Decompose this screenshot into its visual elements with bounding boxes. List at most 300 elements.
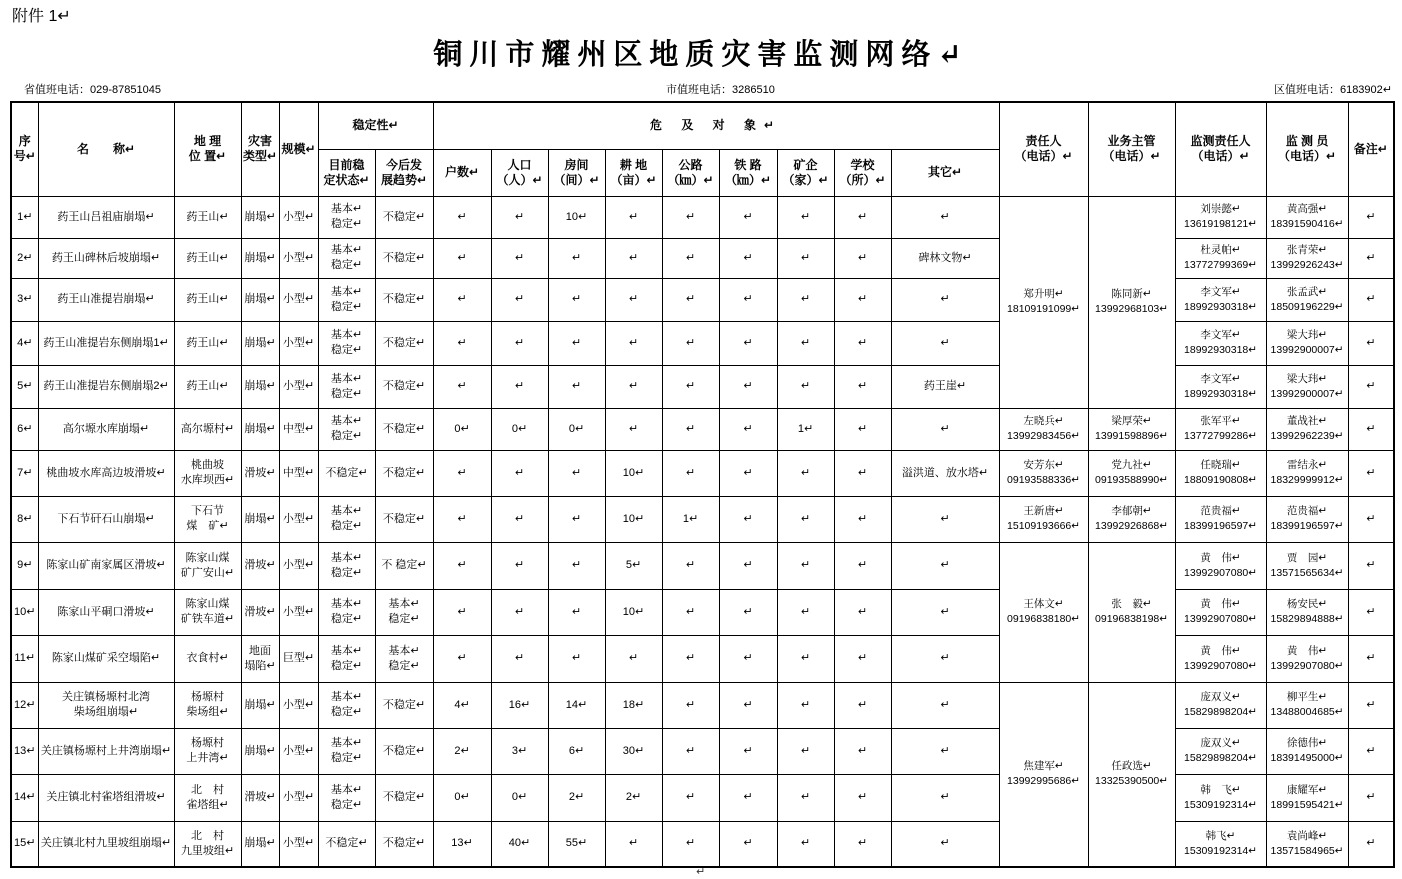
cell-monitor-chief: 黄 伟↵ 13992907080↵ — [1175, 542, 1266, 589]
cell-railway: ↵ — [719, 278, 777, 321]
cell-name: 药王山准提岩东侧崩塌2↵ — [38, 365, 174, 408]
cell-hazard-type: 崩塌↵ — [241, 365, 279, 408]
cell-other: ↵ — [891, 196, 999, 238]
cell-other: 碑林文物↵ — [891, 238, 999, 278]
cell-railway: ↵ — [719, 450, 777, 496]
cell-responsible: 郑升明↵ 18109191099↵ — [999, 196, 1088, 408]
cell-future-trend: 不稳定↵ — [375, 728, 433, 774]
cell-monitor-chief: 张军平↵ 13772799286↵ — [1175, 408, 1266, 450]
cell-remarks: ↵ — [1348, 635, 1394, 682]
cell-rooms: ↵ — [548, 278, 605, 321]
cell-monitor: 贾 园↵ 13571565634↵ — [1266, 542, 1348, 589]
cell-rooms: ↵ — [548, 589, 605, 635]
cell-remarks: ↵ — [1348, 682, 1394, 728]
cell-monitor-chief: 韩 飞↵ 15309192314↵ — [1175, 774, 1266, 821]
cell-rooms: 6↵ — [548, 728, 605, 774]
cell-remarks: ↵ — [1348, 589, 1394, 635]
cell-population: 40↵ — [491, 821, 548, 867]
cell-monitor: 张孟武↵ 18509196229↵ — [1266, 278, 1348, 321]
cell-highway: ↵ — [662, 450, 719, 496]
cell-monitor: 徐德伟↵ 18391495000↵ — [1266, 728, 1348, 774]
cell-future-trend: 不稳定↵ — [375, 774, 433, 821]
cell-farmland: 5↵ — [605, 542, 662, 589]
cell-scale: 巨型↵ — [279, 635, 318, 682]
cell-supervisor: 梁厚荣↵ 13991598896↵ — [1088, 408, 1175, 450]
header-mines: 矿企 （家）↵ — [777, 149, 834, 196]
header-highway: 公路 （㎞）↵ — [662, 149, 719, 196]
cell-households: ↵ — [433, 196, 491, 238]
cell-remarks: ↵ — [1348, 278, 1394, 321]
header-monitor-chief: 监测责任人 （电话）↵ — [1175, 102, 1266, 196]
cell-rooms: 10↵ — [548, 196, 605, 238]
cell-scale: 小型↵ — [279, 365, 318, 408]
cell-farmland: ↵ — [605, 408, 662, 450]
cell-households: ↵ — [433, 450, 491, 496]
cell-supervisor: 任政选↵ 13325390500↵ — [1088, 682, 1175, 867]
cell-rooms: 2↵ — [548, 774, 605, 821]
cell-rooms: ↵ — [548, 542, 605, 589]
cell-monitor-chief: 刘崇懿↵ 13619198121↵ — [1175, 196, 1266, 238]
cell-name: 陈家山矿南家属区滑坡↵ — [38, 542, 174, 589]
header-population: 人口 （人）↵ — [491, 149, 548, 196]
cell-monitor: 柳平生↵ 13488004685↵ — [1266, 682, 1348, 728]
cell-highway: ↵ — [662, 635, 719, 682]
cell-farmland: 2↵ — [605, 774, 662, 821]
header-future-trend: 今后发 展趋势↵ — [375, 149, 433, 196]
cell-households: ↵ — [433, 278, 491, 321]
cell-responsible: 王体文↵ 09196838180↵ — [999, 542, 1088, 682]
cell-monitor: 康耀军↵ 18991595421↵ — [1266, 774, 1348, 821]
cell-households: ↵ — [433, 635, 491, 682]
header-rooms: 房间 （间）↵ — [548, 149, 605, 196]
cell-current-stability: 基本↵ 稳定↵ — [318, 728, 375, 774]
table-row — [11, 542, 1394, 589]
cell-farmland: ↵ — [605, 238, 662, 278]
cell-schools: ↵ — [834, 682, 891, 728]
cell-other: ↵ — [891, 682, 999, 728]
cell-mines: ↵ — [777, 196, 834, 238]
cell-railway: ↵ — [719, 682, 777, 728]
cell-rooms: 0↵ — [548, 408, 605, 450]
cell-schools: ↵ — [834, 635, 891, 682]
cell-no: 9↵ — [11, 542, 38, 589]
cell-location: 杨塬村 柴场组↵ — [174, 682, 241, 728]
cell-scale: 小型↵ — [279, 321, 318, 365]
cell-no: 4↵ — [11, 321, 38, 365]
table-row — [11, 728, 1394, 774]
cell-railway: ↵ — [719, 365, 777, 408]
cell-schools: ↵ — [834, 728, 891, 774]
paragraph-mark: ↵ — [696, 866, 706, 878]
cell-households: ↵ — [433, 238, 491, 278]
cell-households: ↵ — [433, 496, 491, 542]
cell-current-stability: 基本↵ 稳定↵ — [318, 196, 375, 238]
cell-farmland: 18↵ — [605, 682, 662, 728]
cell-monitor: 雷结永↵ 18329999912↵ — [1266, 450, 1348, 496]
header-railway: 铁 路 （㎞）↵ — [719, 149, 777, 196]
header-monitor: 监 测 员 （电话）↵ — [1266, 102, 1348, 196]
cell-households: 0↵ — [433, 774, 491, 821]
cell-rooms: ↵ — [548, 496, 605, 542]
header-scale: 规模↵ — [279, 102, 318, 196]
cell-location: 药王山↵ — [174, 278, 241, 321]
cell-monitor: 黄高强↵ 18391590416↵ — [1266, 196, 1348, 238]
cell-mines: ↵ — [777, 278, 834, 321]
cell-scale: 小型↵ — [279, 589, 318, 635]
cell-monitor: 董战社↵ 13992962239↵ — [1266, 408, 1348, 450]
cell-households: ↵ — [433, 321, 491, 365]
cell-other: ↵ — [891, 635, 999, 682]
table-row — [11, 589, 1394, 635]
province-duty-phone: 省值班电话：029-87851045 — [24, 84, 161, 96]
cell-name: 桃曲坡水库高边坡滑坡↵ — [38, 450, 174, 496]
cell-households: 13↵ — [433, 821, 491, 867]
cell-remarks: ↵ — [1348, 196, 1394, 238]
cell-monitor-chief: 李文军↵ 18992930318↵ — [1175, 278, 1266, 321]
cell-railway: ↵ — [719, 774, 777, 821]
cell-other: ↵ — [891, 542, 999, 589]
cell-future-trend: 不稳定↵ — [375, 408, 433, 450]
cell-monitor-chief: 黄 伟↵ 13992907080↵ — [1175, 589, 1266, 635]
cell-hazard-type: 滑坡↵ — [241, 589, 279, 635]
cell-other: 溢洪道、放水塔↵ — [891, 450, 999, 496]
cell-highway: 1↵ — [662, 496, 719, 542]
cell-hazard-type: 地面 塌陷↵ — [241, 635, 279, 682]
cell-monitor-chief: 杜灵帕↵ 13772799369↵ — [1175, 238, 1266, 278]
cell-name: 药王山吕祖庙崩塌↵ — [38, 196, 174, 238]
cell-future-trend: 不稳定↵ — [375, 821, 433, 867]
cell-mines: ↵ — [777, 682, 834, 728]
header-remarks: 备注↵ — [1348, 102, 1394, 196]
cell-name: 下石节矸石山崩塌↵ — [38, 496, 174, 542]
cell-highway: ↵ — [662, 321, 719, 365]
cell-current-stability: 基本↵ 稳定↵ — [318, 682, 375, 728]
cell-farmland: ↵ — [605, 821, 662, 867]
cell-no: 11↵ — [11, 635, 38, 682]
page-title: 铜川市耀州区地质灾害监测网络↵ — [433, 37, 969, 71]
district-duty-phone: 区值班电话：6183902↵ — [1273, 84, 1392, 96]
cell-responsible: 王新唐↵ 15109193666↵ — [999, 496, 1088, 542]
cell-farmland: ↵ — [605, 321, 662, 365]
table-row — [11, 278, 1394, 321]
cell-households: 2↵ — [433, 728, 491, 774]
cell-schools: ↵ — [834, 450, 891, 496]
cell-remarks: ↵ — [1348, 821, 1394, 867]
cell-population: ↵ — [491, 542, 548, 589]
cell-scale: 中型↵ — [279, 408, 318, 450]
city-duty-phone: 市值班电话：3286510 — [666, 84, 775, 96]
cell-highway: ↵ — [662, 542, 719, 589]
cell-mines: ↵ — [777, 635, 834, 682]
cell-schools: ↵ — [834, 365, 891, 408]
cell-population: ↵ — [491, 321, 548, 365]
cell-future-trend: 不稳定↵ — [375, 238, 433, 278]
cell-highway: ↵ — [662, 589, 719, 635]
cell-monitor: 范贵福↵ 18399196597↵ — [1266, 496, 1348, 542]
cell-location: 药王山↵ — [174, 238, 241, 278]
cell-responsible: 安芳东↵ 09193588336↵ — [999, 450, 1088, 496]
cell-railway: ↵ — [719, 408, 777, 450]
header-supervisor: 业务主管 （电话）↵ — [1088, 102, 1175, 196]
cell-hazard-type: 崩塌↵ — [241, 278, 279, 321]
header-hazard-type: 灾害 类型↵ — [241, 102, 279, 196]
cell-highway: ↵ — [662, 728, 719, 774]
cell-schools: ↵ — [834, 542, 891, 589]
cell-name: 高尔塬水库崩塌↵ — [38, 408, 174, 450]
cell-scale: 小型↵ — [279, 682, 318, 728]
cell-remarks: ↵ — [1348, 496, 1394, 542]
cell-other: ↵ — [891, 321, 999, 365]
cell-supervisor: 张 毅↵ 09196838198↵ — [1088, 542, 1175, 682]
cell-mines: 1↵ — [777, 408, 834, 450]
cell-railway: ↵ — [719, 196, 777, 238]
cell-other: ↵ — [891, 589, 999, 635]
cell-supervisor: 李郁朝↵ 13992926868↵ — [1088, 496, 1175, 542]
header-households: 户数↵ — [433, 149, 491, 196]
cell-no: 1↵ — [11, 196, 38, 238]
cell-population: ↵ — [491, 496, 548, 542]
cell-no: 10↵ — [11, 589, 38, 635]
cell-no: 8↵ — [11, 496, 38, 542]
table-row — [11, 238, 1394, 278]
cell-remarks: ↵ — [1348, 542, 1394, 589]
cell-households: ↵ — [433, 589, 491, 635]
cell-supervisor: 陈同新↵ 13992968103↵ — [1088, 196, 1175, 408]
cell-future-trend: 不 稳定↵ — [375, 542, 433, 589]
cell-highway: ↵ — [662, 278, 719, 321]
cell-population: ↵ — [491, 450, 548, 496]
cell-monitor-chief: 任晓瑞↵ 18809190808↵ — [1175, 450, 1266, 496]
cell-monitor-chief: 李文军↵ 18992930318↵ — [1175, 365, 1266, 408]
cell-remarks: ↵ — [1348, 728, 1394, 774]
cell-no: 12↵ — [11, 682, 38, 728]
cell-location: 药王山↵ — [174, 196, 241, 238]
cell-location: 陈家山煤 矿广安山↵ — [174, 542, 241, 589]
cell-remarks: ↵ — [1348, 408, 1394, 450]
cell-population: 0↵ — [491, 408, 548, 450]
cell-future-trend: 不稳定↵ — [375, 450, 433, 496]
cell-name: 陈家山平硐口滑坡↵ — [38, 589, 174, 635]
cell-future-trend: 不稳定↵ — [375, 278, 433, 321]
cell-farmland: ↵ — [605, 278, 662, 321]
cell-schools: ↵ — [834, 821, 891, 867]
cell-current-stability: 基本↵ 稳定↵ — [318, 408, 375, 450]
cell-schools: ↵ — [834, 496, 891, 542]
cell-railway: ↵ — [719, 542, 777, 589]
cell-highway: ↵ — [662, 821, 719, 867]
cell-name: 药王山碑林后坡崩塌↵ — [38, 238, 174, 278]
cell-mines: ↵ — [777, 450, 834, 496]
cell-railway: ↵ — [719, 496, 777, 542]
cell-population: 16↵ — [491, 682, 548, 728]
header-threatened-objects: 危 及 对 象↵ — [433, 102, 999, 149]
cell-population: ↵ — [491, 589, 548, 635]
cell-highway: ↵ — [662, 774, 719, 821]
cell-population: ↵ — [491, 238, 548, 278]
cell-schools: ↵ — [834, 278, 891, 321]
cell-future-trend: 不稳定↵ — [375, 365, 433, 408]
cell-hazard-type: 崩塌↵ — [241, 196, 279, 238]
cell-highway: ↵ — [662, 365, 719, 408]
cell-current-stability: 不稳定↵ — [318, 450, 375, 496]
cell-no: 13↵ — [11, 728, 38, 774]
header-responsible: 责任人 （电话）↵ — [999, 102, 1088, 196]
cell-supervisor: 党九社↵ 09193588990↵ — [1088, 450, 1175, 496]
cell-population: 0↵ — [491, 774, 548, 821]
cell-scale: 小型↵ — [279, 196, 318, 238]
header-location: 地 理 位 置↵ — [174, 102, 241, 196]
cell-responsible: 左晓兵↵ 13992983456↵ — [999, 408, 1088, 450]
cell-mines: ↵ — [777, 321, 834, 365]
cell-farmland: 10↵ — [605, 496, 662, 542]
cell-no: 6↵ — [11, 408, 38, 450]
cell-rooms: 55↵ — [548, 821, 605, 867]
cell-current-stability: 基本↵ 稳定↵ — [318, 589, 375, 635]
cell-hazard-type: 崩塌↵ — [241, 321, 279, 365]
cell-rooms: ↵ — [548, 321, 605, 365]
cell-farmland: 10↵ — [605, 589, 662, 635]
cell-households: ↵ — [433, 542, 491, 589]
cell-hazard-type: 崩塌↵ — [241, 682, 279, 728]
cell-railway: ↵ — [719, 635, 777, 682]
cell-name: 药王山准提岩崩塌↵ — [38, 278, 174, 321]
cell-mines: ↵ — [777, 238, 834, 278]
cell-schools: ↵ — [834, 238, 891, 278]
cell-other: ↵ — [891, 821, 999, 867]
cell-scale: 小型↵ — [279, 774, 318, 821]
cell-monitor-chief: 韩飞↵ 15309192314↵ — [1175, 821, 1266, 867]
cell-location: 陈家山煤 矿铁车道↵ — [174, 589, 241, 635]
header-current-stability: 目前稳 定状态↵ — [318, 149, 375, 196]
cell-mines: ↵ — [777, 542, 834, 589]
cell-population: ↵ — [491, 196, 548, 238]
cell-location: 高尔塬村↵ — [174, 408, 241, 450]
table-row — [11, 321, 1394, 365]
cell-other: ↵ — [891, 278, 999, 321]
cell-remarks: ↵ — [1348, 238, 1394, 278]
cell-no: 7↵ — [11, 450, 38, 496]
cell-population: ↵ — [491, 365, 548, 408]
cell-railway: ↵ — [719, 821, 777, 867]
cell-population: ↵ — [491, 278, 548, 321]
header-farmland: 耕 地 （亩）↵ — [605, 149, 662, 196]
cell-no: 14↵ — [11, 774, 38, 821]
header-row-primary — [11, 102, 1394, 149]
cell-scale: 小型↵ — [279, 238, 318, 278]
cell-mines: ↵ — [777, 821, 834, 867]
cell-farmland: 10↵ — [605, 450, 662, 496]
cell-highway: ↵ — [662, 238, 719, 278]
header-name: 名 称↵ — [38, 102, 174, 196]
header-stability: 稳定性↵ — [318, 102, 433, 149]
cell-future-trend: 不稳定↵ — [375, 682, 433, 728]
table-row — [11, 774, 1394, 821]
cell-monitor-chief: 范贵福↵ 18399196597↵ — [1175, 496, 1266, 542]
cell-rooms: ↵ — [548, 450, 605, 496]
cell-monitor: 张青荣↵ 13992926243↵ — [1266, 238, 1348, 278]
cell-railway: ↵ — [719, 321, 777, 365]
cell-rooms: ↵ — [548, 365, 605, 408]
cell-population: ↵ — [491, 635, 548, 682]
cell-name: 关庄镇杨塬村上井湾崩塌↵ — [38, 728, 174, 774]
cell-remarks: ↵ — [1348, 450, 1394, 496]
cell-monitor-chief: 李文军↵ 18992930318↵ — [1175, 321, 1266, 365]
cell-responsible: 焦建军↵ 13992995686↵ — [999, 682, 1088, 867]
table-row — [11, 821, 1394, 867]
table-row — [11, 496, 1394, 542]
cell-households: ↵ — [433, 365, 491, 408]
cell-name: 药王山准提岩东侧崩塌1↵ — [38, 321, 174, 365]
cell-remarks: ↵ — [1348, 774, 1394, 821]
cell-future-trend: 基本↵ 稳定↵ — [375, 635, 433, 682]
cell-name: 关庄镇北村九里坡组崩塌↵ — [38, 821, 174, 867]
cell-location: 衣食村↵ — [174, 635, 241, 682]
cell-monitor-chief: 黄 伟↵ 13992907080↵ — [1175, 635, 1266, 682]
table-header — [11, 102, 1394, 196]
cell-schools: ↵ — [834, 321, 891, 365]
cell-mines: ↵ — [777, 728, 834, 774]
cell-future-trend: 基本↵ 稳定↵ — [375, 589, 433, 635]
cell-current-stability: 基本↵ 稳定↵ — [318, 321, 375, 365]
cell-scale: 小型↵ — [279, 542, 318, 589]
cell-other: 药王崖↵ — [891, 365, 999, 408]
cell-scale: 小型↵ — [279, 496, 318, 542]
cell-hazard-type: 崩塌↵ — [241, 238, 279, 278]
cell-railway: ↵ — [719, 728, 777, 774]
cell-scale: 小型↵ — [279, 728, 318, 774]
cell-monitor-chief: 庞双义↵ 15829898204↵ — [1175, 728, 1266, 774]
cell-mines: ↵ — [777, 774, 834, 821]
cell-rooms: ↵ — [548, 635, 605, 682]
cell-location: 杨塬村 上井湾↵ — [174, 728, 241, 774]
cell-farmland: ↵ — [605, 196, 662, 238]
cell-mines: ↵ — [777, 589, 834, 635]
cell-future-trend: 不稳定↵ — [375, 496, 433, 542]
cell-schools: ↵ — [834, 408, 891, 450]
cell-monitor-chief: 庞双义↵ 15829898204↵ — [1175, 682, 1266, 728]
cell-location: 药王山↵ — [174, 321, 241, 365]
cell-mines: ↵ — [777, 496, 834, 542]
cell-other: ↵ — [891, 496, 999, 542]
cell-future-trend: 不稳定↵ — [375, 321, 433, 365]
cell-no: 2↵ — [11, 238, 38, 278]
cell-future-trend: 不稳定↵ — [375, 196, 433, 238]
cell-current-stability: 基本↵ 稳定↵ — [318, 774, 375, 821]
cell-hazard-type: 崩塌↵ — [241, 408, 279, 450]
table-row — [11, 365, 1394, 408]
cell-households: 4↵ — [433, 682, 491, 728]
cell-current-stability: 基本↵ 稳定↵ — [318, 542, 375, 589]
cell-other: ↵ — [891, 728, 999, 774]
cell-hazard-type: 滑坡↵ — [241, 774, 279, 821]
cell-highway: ↵ — [662, 196, 719, 238]
header-no: 序 号↵ — [11, 102, 38, 196]
cell-highway: ↵ — [662, 682, 719, 728]
cell-hazard-type: 崩塌↵ — [241, 728, 279, 774]
cell-railway: ↵ — [719, 238, 777, 278]
table-row — [11, 408, 1394, 450]
cell-households: 0↵ — [433, 408, 491, 450]
cell-monitor: 杨安民↵ 15829894888↵ — [1266, 589, 1348, 635]
cell-rooms: ↵ — [548, 238, 605, 278]
table-row — [11, 682, 1394, 728]
cell-schools: ↵ — [834, 774, 891, 821]
cell-name: 陈家山煤矿采空塌陷↵ — [38, 635, 174, 682]
cell-remarks: ↵ — [1348, 365, 1394, 408]
cell-location: 下石节 煤 矿↵ — [174, 496, 241, 542]
header-schools: 学校 （所）↵ — [834, 149, 891, 196]
cell-farmland: ↵ — [605, 365, 662, 408]
